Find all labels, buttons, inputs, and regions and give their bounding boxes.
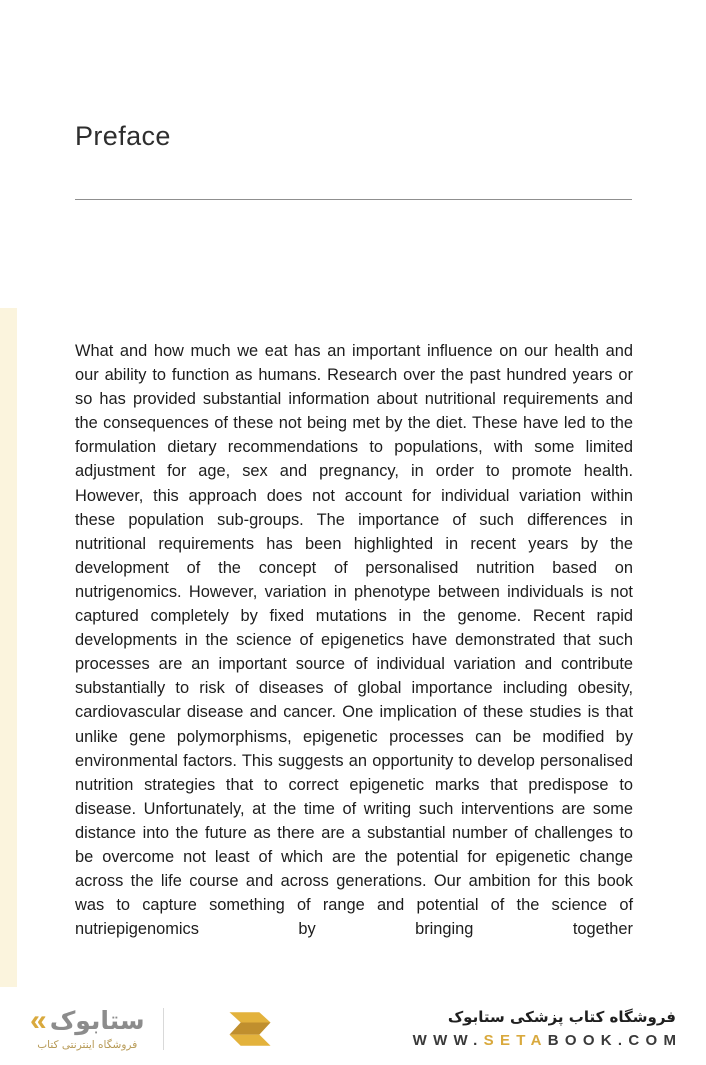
store-name-farsi: فروشگاه کتاب پزشکی ستابوک (447, 1008, 676, 1026)
url-www: WWW. (412, 1032, 484, 1049)
publisher-logo (30, 1006, 145, 1051)
footer (0, 992, 706, 1065)
brand-name-farsi: ستابوک (49, 1006, 145, 1036)
double-chevron-icon: « (30, 1004, 47, 1037)
preface-paragraph: What and how much we eat has an important influence on our health and our ability to function as humans. Research over the past hundred years or so has provided substantial information about nutritional requirements and the consequences of these not being met by the diet. These have led to the formulation dietary recommendations to populations, with some limited adjustment for age, sex and pregnancy, in order to promote health. However, this approach does not account for individual variation within these population sub-groups. The importance of such differences in nutritional requirements has been highlighted in recent years by the development of the concept of personalised nutrition based on nutrigenomics. However, variation in phenotype between individuals is not captured completely by fixed mutations in the genome. Recent rapid developments in the science of epigenetics have demonstrated that such processes are an important source of individual variation and contribute substantially to risk of diseases of global importance including obesity, cardiovascular disease and cancer. One implication of these studies is that unlike gene polymorphisms, epigenetic processes can be modified by environmental factors. This suggests an opportunity to develop personalised nutrition strategies that to correct epigenetic marks that predispose to disease. Unfortunately, at the time of writing such interventions are some distance into the future as there are a substantial number of challenges to be overcome not least of which are the potential for epigenetic change across the life course and across generations. Our ambition for this book was to capture something of range and potential of the science of nutriepigenomics by bringing together (75, 342, 633, 939)
url-book-com: BOOK.COM (547, 1032, 683, 1049)
setabook-mark-icon (222, 1009, 278, 1049)
left-accent-strip (0, 308, 17, 987)
brand-row (30, 1006, 145, 1036)
brand-tagline-farsi: فروشگاه اینترنتی کتاب (37, 1039, 138, 1051)
title-divider (75, 199, 632, 200)
footer-contact (412, 1008, 683, 1049)
website-url (413, 1032, 683, 1049)
page-title: Preface (75, 121, 171, 151)
url-seta: SETA (483, 1032, 548, 1049)
footer-divider (163, 1008, 164, 1050)
